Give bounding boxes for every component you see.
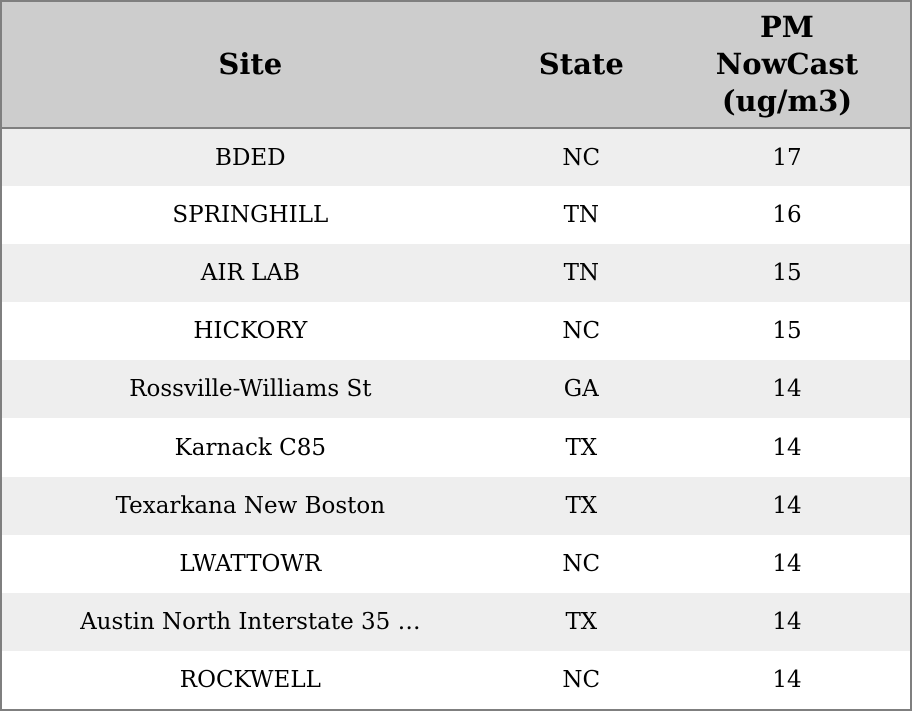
pm-cell: 15 <box>772 318 802 345</box>
pm-cell: 14 <box>772 376 802 403</box>
table-body <box>2 128 910 709</box>
site-cell: Austin North Interstate 35 … <box>80 608 421 635</box>
pm-cell: 16 <box>772 202 802 229</box>
header-row <box>2 2 910 128</box>
table-row <box>2 418 910 476</box>
pm-cell: 14 <box>772 608 802 635</box>
state-cell: NC <box>562 666 601 693</box>
site-cell: HICKORY <box>193 318 308 345</box>
site-cell: Karnack C85 <box>174 434 327 461</box>
state-cell: TN <box>563 260 600 287</box>
column-header-pm-nowcast <box>664 2 910 128</box>
state-cell: TX <box>565 608 598 635</box>
column-header-site <box>2 2 499 128</box>
state-cell: TX <box>565 492 598 519</box>
pm-cell: 14 <box>772 666 802 693</box>
pm-cell: 14 <box>772 492 802 519</box>
column-header-state <box>499 2 664 128</box>
site-cell: Texarkana New Boston <box>115 492 386 519</box>
site-cell: SPRINGHILL <box>172 202 329 229</box>
site-cell: AIR LAB <box>200 260 300 287</box>
table-row <box>2 186 910 244</box>
column-header-pm-nowcast-label: PM NowCast (ug/m3) <box>715 10 859 118</box>
pm-nowcast-table <box>2 2 910 709</box>
table-row <box>2 244 910 302</box>
column-header-state-label: State <box>538 47 624 81</box>
table-row <box>2 535 910 593</box>
state-cell: NC <box>562 144 601 171</box>
pm-cell: 14 <box>772 550 802 577</box>
table-row <box>2 593 910 651</box>
site-cell: ROCKWELL <box>179 666 321 693</box>
state-cell: GA <box>563 376 599 403</box>
pm-cell: 14 <box>772 434 802 461</box>
site-cell: BDED <box>215 144 286 171</box>
state-cell: TN <box>563 202 600 229</box>
column-header-site-label: Site <box>218 47 283 81</box>
table-row <box>2 128 910 186</box>
pm-cell: 17 <box>772 144 802 171</box>
table-row <box>2 302 910 360</box>
state-cell: NC <box>562 318 601 345</box>
state-cell: TX <box>565 434 598 461</box>
pm-cell: 15 <box>772 260 802 287</box>
site-cell: Rossville-Williams St <box>129 376 372 403</box>
table-row <box>2 651 910 709</box>
table-header <box>2 2 910 128</box>
site-cell: LWATTOWR <box>179 550 322 577</box>
table-row <box>2 360 910 418</box>
state-cell: NC <box>562 550 601 577</box>
table-row <box>2 477 910 535</box>
